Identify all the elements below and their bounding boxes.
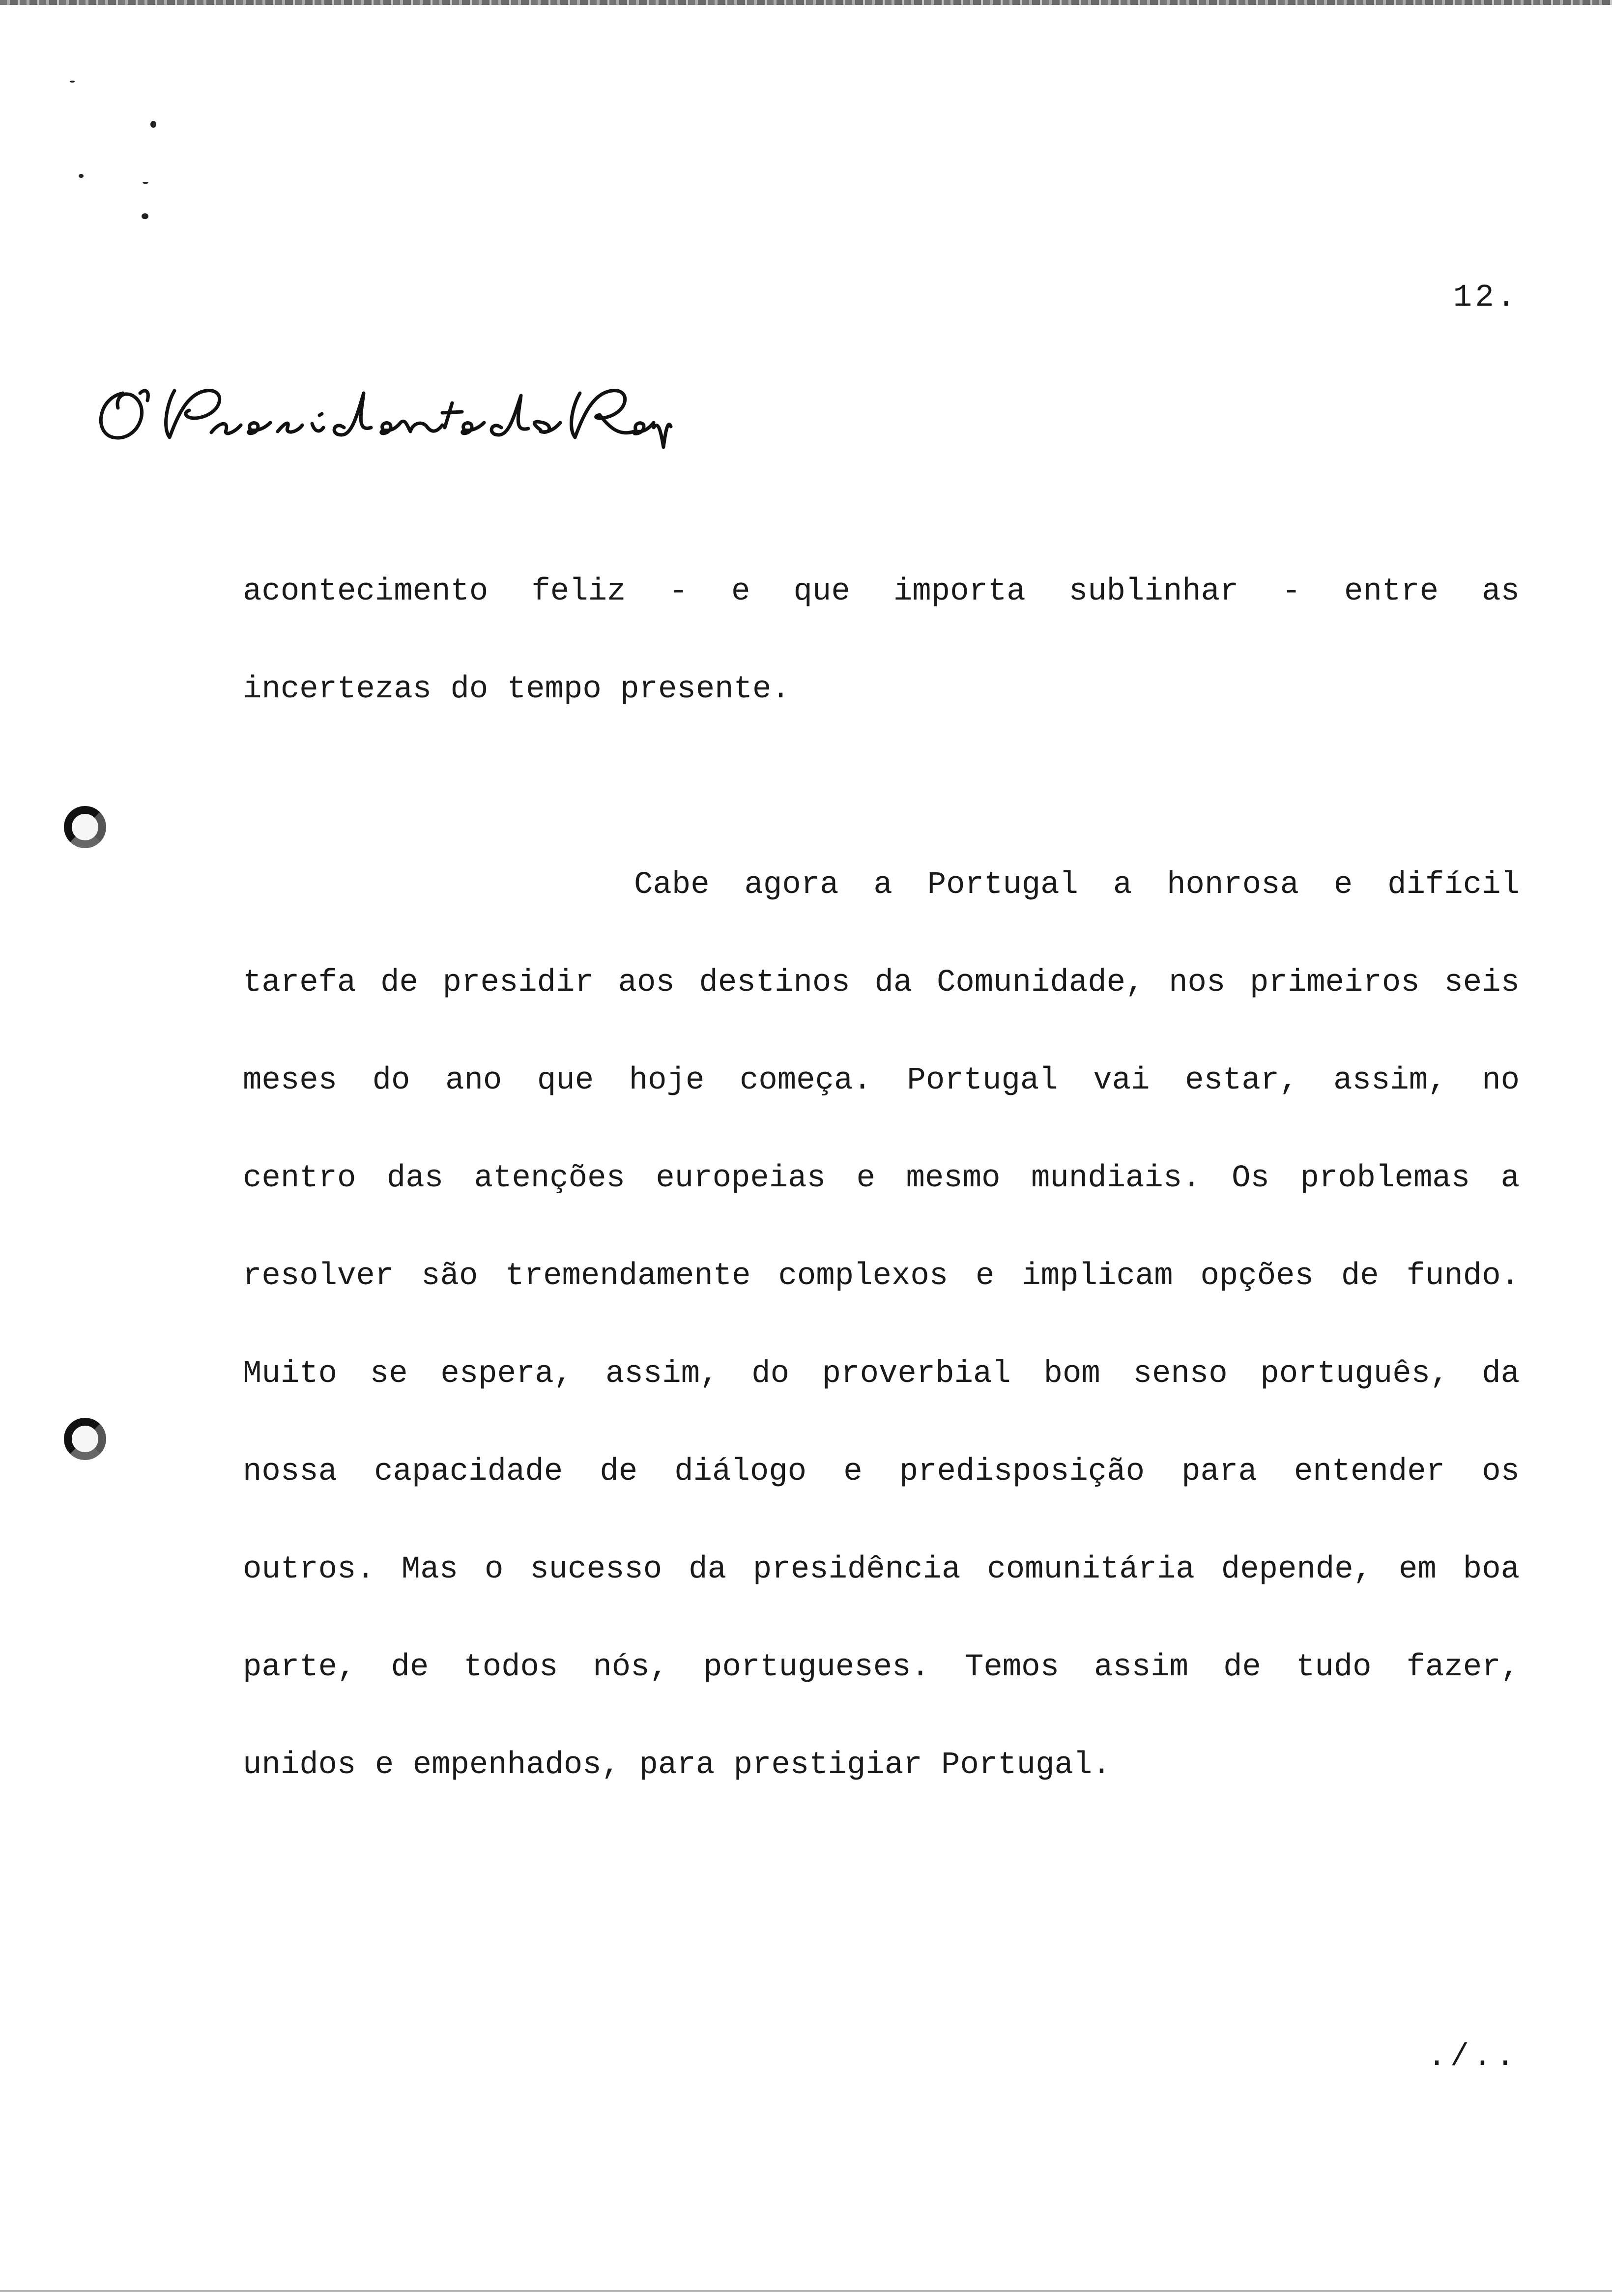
paragraph-2-line: centro das atenções europeias e mesmo mundiais. Os problemas a <box>243 1161 1520 1196</box>
punch-hole-top <box>64 806 106 848</box>
page-number: 12. <box>1453 280 1519 316</box>
scan-speck <box>79 174 84 178</box>
scan-bottom-edge <box>0 2290 1612 2292</box>
paragraph-1-line-2: incertezas do tempo presente. <box>243 672 790 707</box>
letterhead-signature <box>88 373 673 452</box>
paragraph-1-line-1: acontecimento feliz - e que importa sublinhar - entre as <box>243 574 1520 609</box>
paragraph-2-line: Muito se espera, assim, do proverbial bom senso português, da <box>243 1356 1520 1392</box>
scan-speck <box>142 213 148 219</box>
scan-speck <box>143 182 148 184</box>
scan-speck <box>150 121 156 128</box>
punch-hole-bottom <box>64 1418 106 1460</box>
paragraph-2-line: parte, de todos nós, portugueses. Temos assim de tudo fazer, <box>243 1650 1520 1685</box>
scan-top-edge <box>0 0 1612 5</box>
paragraph-2-line: meses do ano que hoje começa. Portugal vai estar, assim, no <box>243 1063 1520 1098</box>
paragraph-2-last-line: unidos e empenhados, para prestigiar Portugal. <box>243 1748 1111 1783</box>
scan-speck <box>70 81 75 83</box>
continuation-mark: ./.. <box>1427 2039 1519 2075</box>
paragraph-2-line: nossa capacidade de diálogo e predisposição para entender os <box>243 1454 1520 1490</box>
paragraph-2-line-1: Cabe agora a Portugal a honrosa e difícil <box>634 867 1520 903</box>
paragraph-2-line: resolver são tremendamente complexos e implicam opções de fundo. <box>243 1259 1520 1294</box>
paragraph-2-line: tarefa de presidir aos destinos da Comunidade, nos primeiros seis <box>243 965 1520 1001</box>
paragraph-2-line: outros. Mas o sucesso da presidência comunitária depende, em boa <box>243 1552 1520 1587</box>
